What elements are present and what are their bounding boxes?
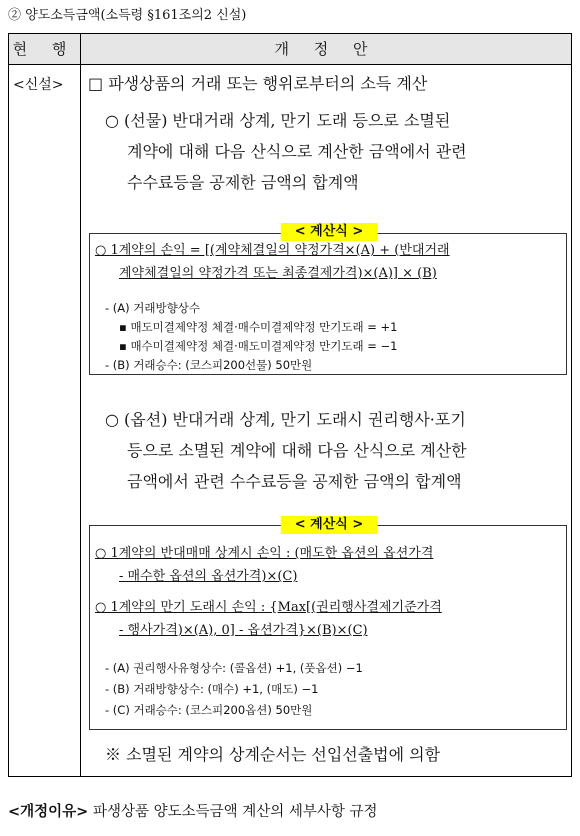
options-line-3: 금액에서 관련 수수료등을 공제한 금액의 합계액 xyxy=(127,472,462,491)
current-cell-label: <신설> xyxy=(13,77,64,93)
options-line-2: 등으로 소멸된 계약에 대해 다음 산식으로 계산한 xyxy=(127,441,467,460)
options-note-a: - (A) 권리행사유형상수: (콜옵션) +1, (풋옵션) −1 xyxy=(105,661,363,675)
amendment-reason xyxy=(8,800,378,821)
main-item: □ 파생상품의 거래 또는 행위로부터의 소득 계산 xyxy=(88,74,428,93)
futures-note-a2: ▪ 매수미결제약정 체결·매도미결제약정 만기도래 = −1 xyxy=(119,339,398,353)
options-formula2-line-2: - 행사가격)×(A), 0] - 옵션가격}×(B)×(C) xyxy=(119,623,368,638)
options-formula2-line-1: ○ 1계약의 만기 도래시 손익 : {Max[(권리행사결제기준가격 xyxy=(95,600,442,615)
futures-note-a: - (A) 거래방향상수 xyxy=(105,301,200,315)
options-line-1: ○ (옵션) 반대거래 상계, 만기 도래시 권리행사·포기 xyxy=(105,410,466,429)
final-note: ※ 소멸된 계약의 상계순서는 선입선출법에 의함 xyxy=(105,745,441,764)
section-heading: ② 양도소득금액(소득령 §161조의2 신설) xyxy=(8,8,247,23)
header-proposed: 개 정 안 xyxy=(274,40,378,58)
futures-line-3: 수수료등을 공제한 금액의 합계액 xyxy=(127,173,359,192)
futures-note-a1: ▪ 매도미결제약정 체결·매수미결제약정 만기도래 = +1 xyxy=(119,320,398,334)
header-current: 현 행 xyxy=(12,40,77,58)
table-header-row xyxy=(9,34,571,65)
futures-formula-line-1: ○ 1계약의 손익 = [(계약체결일의 약정가격×(A) + (반대거래 xyxy=(95,243,450,258)
futures-line-1: ○ (선물) 반대거래 상계, 만기 도래 등으로 소멸된 xyxy=(105,111,451,130)
futures-note-b: - (B) 거래승수: (코스피200선물) 50만원 xyxy=(105,358,313,372)
options-note-c: - (C) 거래승수: (코스피200옵션) 50만원 xyxy=(105,703,313,717)
column-divider xyxy=(80,34,81,776)
futures-line-2: 계약에 대해 다음 산식으로 계산한 금액에서 관련 xyxy=(127,142,467,161)
futures-formula-badge: < 계산식 > xyxy=(281,223,378,241)
reason-text: 파생상품 양도소득금액 계산의 세부사항 규정 xyxy=(92,804,378,820)
options-formula-badge: < 계산식 > xyxy=(281,516,378,534)
options-formula1-line-2: - 매수한 옵션의 옵션가격)×(C) xyxy=(119,569,298,584)
options-formula1-line-1: ○ 1계약의 반대매매 상계시 손익 : (매도한 옵션의 옵션가격 xyxy=(95,546,434,561)
reason-label: <개정이유> xyxy=(8,804,89,820)
amendment-table xyxy=(8,33,572,777)
options-note-b: - (B) 거래방향상수: (매수) +1, (매도) −1 xyxy=(105,682,319,696)
futures-formula-line-2: 계약체결일의 약정가격 또는 최종결제가격)×(A)] × (B) xyxy=(119,266,437,281)
